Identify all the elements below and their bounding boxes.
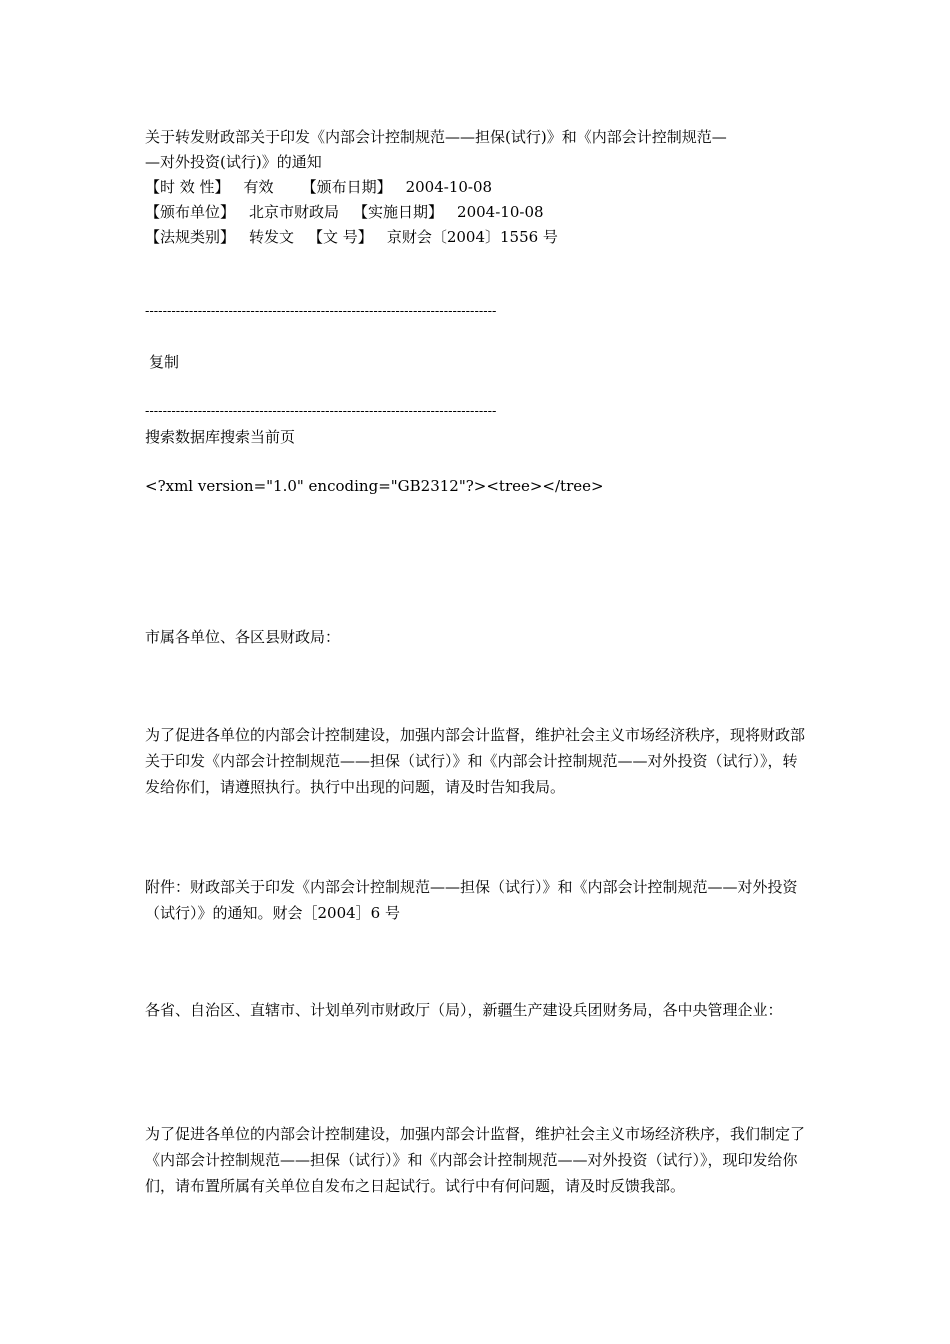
meta-value-issue-date: 2004-10-08 — [405, 178, 493, 196]
meta-value-doc-number: 京财会〔2004〕1556 号 — [386, 228, 558, 246]
meta-row-3 — [145, 225, 558, 249]
addressee-2: 各省、自治区、直辖市、计划单列市财政厅（局），新疆生产建设兵团财务局，各中央管理企业： — [145, 1001, 783, 1019]
meta-row-1 — [145, 175, 492, 199]
divider-1: -------------------------------------------------------------------------------- — [145, 304, 497, 319]
meta-row-2 — [145, 200, 544, 224]
attachment-note: 附件：财政部关于印发《内部会计控制规范——担保（试行）》和《内部会计控制规范——对外投资（试行）》的通知。财会［2004］6 号 — [145, 878, 798, 922]
meta-key-effective-date: 【实施日期】 — [353, 203, 444, 221]
addressee-1: 市属各单位、各区县财政局： — [145, 628, 341, 646]
meta-value-validity: 有效 — [243, 178, 274, 196]
copy-link[interactable]: 复制 — [149, 353, 180, 371]
title-line-1: 关于转发财政部关于印发《内部会计控制规范——担保(试行)》和《内部会计控制规范— — [145, 128, 727, 146]
paragraph-1: 为了促进各单位的内部会计控制建设，加强内部会计监督，维护社会主义市场经济秩序，现将财政部关于印发《内部会计控制规范——担保（试行）》和《内部会计控制规范——对外投资（试行）》，转发给你们，请遵照执行。执行中出现的问题，请及时告知我局。 — [145, 726, 806, 796]
paragraph-2: 为了促进各单位的内部会计控制建设，加强内部会计监督，维护社会主义市场经济秩序，我们制定了《内部会计控制规范——担保（试行）》和《内部会计控制规范——对外投资（试行）》，现印发给你们，请布置所属有关单位自发布之日起试行。试行中有何问题，请及时反馈我部。 — [145, 1125, 806, 1195]
meta-key-issue-date: 【颁布日期】 — [301, 178, 392, 196]
meta-key-doc-number: 【文 号】 — [308, 228, 373, 246]
meta-value-category: 转发文 — [249, 228, 295, 246]
meta-key-validity: 【时 效 性】 — [145, 178, 230, 196]
meta-value-effective-date: 2004-10-08 — [457, 203, 544, 221]
meta-key-category: 【法规类别】 — [145, 228, 236, 246]
title-line-2: —对外投资(试行)》的通知 — [145, 153, 322, 171]
divider-2: -------------------------------------------------------------------------------- — [145, 404, 497, 419]
meta-key-issuer: 【颁布单位】 — [145, 203, 236, 221]
meta-value-issuer: 北京市财政局 — [249, 203, 340, 221]
xml-declaration: <?xml version="1.0" encoding="GB2312"?><tree></tree> — [145, 477, 604, 495]
search-link[interactable]: 搜索数据库搜索当前页 — [145, 428, 296, 446]
